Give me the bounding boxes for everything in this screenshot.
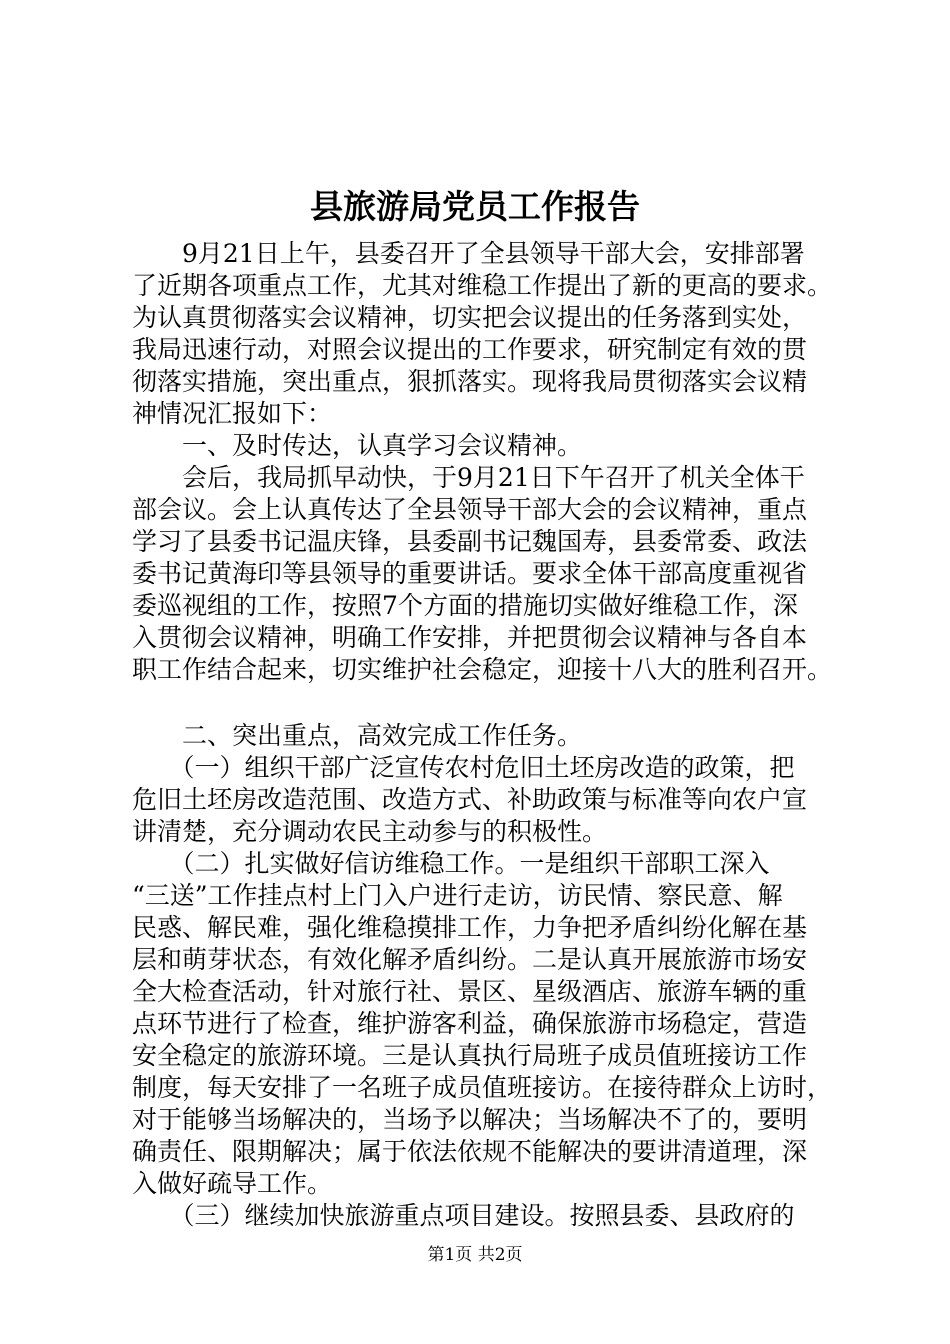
- text-line: 一、及时传达，认真学习会议精神。: [132, 431, 583, 460]
- text-line: 彻落实措施，突出重点，狠抓落实。现将我局贯彻落实会议精: [132, 367, 808, 396]
- page-footer: 第1页 共2页: [427, 1245, 523, 1265]
- text-line: （一）组织干部广泛宣传农村危旧土坯房改造的政策，把: [132, 753, 795, 782]
- text-line: 我局迅速行动，对照会议提出的工作要求，研究制定有效的贯: [132, 335, 808, 364]
- text-line: 部会议。会上认真传达了全县领导干部大会的会议精神，重点: [132, 495, 808, 524]
- text-line: 确责任、限期解决；属于依法依规不能解决的要讲清道理，深: [132, 1137, 808, 1166]
- text-line: （三）继续加快旅游重点项目建设。按照县委、县政府的: [132, 1201, 795, 1230]
- text-line: 危旧土坯房改造范围、改造方式、补助政策与标准等向农户宣: [132, 785, 808, 814]
- text-line: [132, 686, 850, 720]
- text-line: 入做好疏导工作。: [132, 1169, 333, 1198]
- text-line: 制度，每天安排了一名班子成员值班接访。在接待群众上访时，: [132, 1073, 833, 1102]
- text-line: 为认真贯彻落实会议精神，切实把会议提出的任务落到实处，: [132, 303, 808, 332]
- document-body: [132, 238, 850, 1232]
- text-line: 安全稳定的旅游环境。三是认真执行局班子成员值班接访工作: [132, 1041, 808, 1070]
- text-line: 职工作结合起来，切实维护社会稳定，迎接十八大的胜利召开。: [132, 655, 833, 684]
- text-line: 神情况汇报如下：: [132, 399, 333, 428]
- text-line: 讲清楚，充分调动农民主动参与的积极性。: [132, 817, 608, 846]
- text-line: 了近期各项重点工作，尤其对维稳工作提出了新的更高的要求。: [132, 271, 833, 300]
- text-line: 会后，我局抓早动快，于9月21日下午召开了机关全体干: [132, 463, 805, 492]
- text-line: 9月21日上午，县委召开了全县领导干部大会，安排部署: [132, 239, 805, 268]
- text-line: 层和萌芽状态，有效化解矛盾纠纷。二是认真开展旅游市场安: [132, 945, 808, 974]
- text-line: 点环节进行了检查，维护游客利益，确保旅游市场稳定，营造: [132, 1009, 808, 1038]
- text-line: 入贯彻会议精神，明确工作安排，并把贯彻会议精神与各自本: [132, 623, 808, 652]
- text-line: “三送”工作挂点村上门入户进行走访，访民情、察民意、解: [132, 881, 783, 910]
- text-line: （二）扎实做好信访维稳工作。一是组织干部职工深入: [132, 849, 770, 878]
- text-line: 全大检查活动，针对旅行社、景区、星级酒店、旅游车辆的重: [132, 977, 808, 1006]
- text-line: 委巡视组的工作，按照7个方面的措施切实做好维稳工作，深: [132, 591, 798, 620]
- text-line: 民惑、解民难，强化维稳摸排工作，力争把矛盾纠纷化解在基: [132, 913, 808, 942]
- text-line: 对于能够当场解决的，当场予以解决；当场解决不了的，要明: [132, 1105, 808, 1134]
- text-line: 学习了县委书记温庆锋，县委副书记魏国寿，县委常委、政法: [132, 527, 808, 556]
- text-line: 二、突出重点，高效完成工作任务。: [132, 721, 583, 750]
- page-title: 县旅游局党员工作报告: [310, 187, 640, 226]
- text-line: 委书记黄海印等县领导的重要讲话。要求全体干部高度重视省: [132, 559, 808, 588]
